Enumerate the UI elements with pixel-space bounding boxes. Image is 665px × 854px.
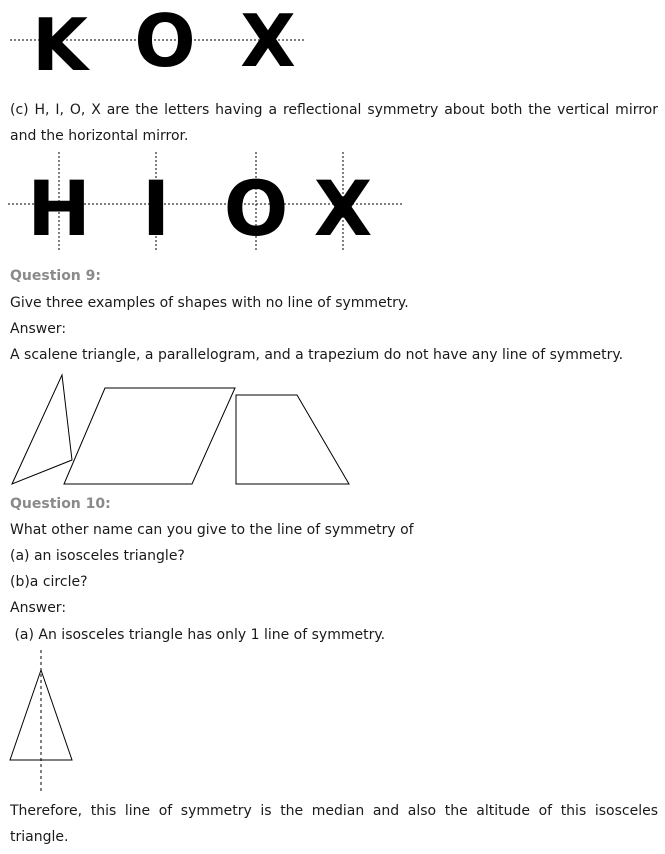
q9-question: Give three examples of shapes with no line of symmetry. [10,295,409,311]
letter-k: K [32,3,88,87]
q10-question: What other name can you give to the line of symmetry of [10,522,414,538]
letter-o: O [134,0,196,83]
q10-answer-a: (a) An isosceles triangle has only 1 line of symmetry. [10,627,386,643]
letter-o: O [223,164,289,253]
parallelogram [64,388,235,484]
hiox-figure [0,150,420,260]
letter-i: I [141,164,171,253]
q10-conclusion: Therefore, this line of symmetry is the median and also the altitude of this isosceles triangle. [10,803,658,845]
letter-x: X [313,164,373,253]
kox-figure [0,0,320,87]
q9-answer: A scalene triangle, a parallelogram, and a trapezium do not have any line of symmetry. [10,347,624,363]
q9-answer-label: Answer: [10,321,67,337]
part-c-text: (c) H, I, O, X are the letters having a reflectional symmetry about both the vertical mirror and the horizontal mirror. [10,102,658,144]
scalene-triangle [12,375,72,484]
letter-h: H [27,164,91,253]
q10-part-b: (b)a circle? [10,574,88,590]
q10-part-a: (a) an isosceles triangle? [10,548,185,564]
q10-heading: Question 10: [10,496,111,512]
isosceles-triangle-figure [0,648,90,794]
trapezium [236,395,349,484]
no-symmetry-shapes-figure [0,370,360,490]
letter-x: X [240,0,296,83]
q10-answer-label: Answer: [10,600,67,616]
q9-heading: Question 9: [10,268,101,284]
